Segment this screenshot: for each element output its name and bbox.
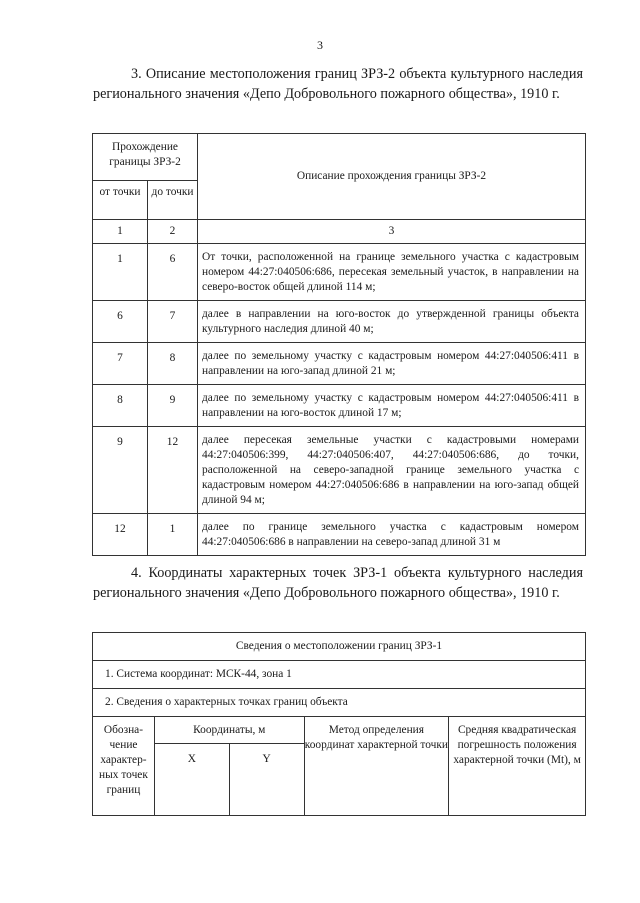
from-point: 6 [93, 301, 148, 343]
boundary-description: далее по земельному участку с кадастровым номером 44:27:040506:411 в направлении на юго-восток длиной 17 м; [198, 385, 586, 427]
boundary-description: От точки, расположенной на границе земельного участка с кадастровым номером 44:27:040506:686, пересекая земельный участок, в направлении на северо-восток общей длиной 114 м; [198, 244, 586, 301]
header-point-designation: Обозна-чение характер-ных точек границ [93, 717, 155, 816]
to-point: 9 [148, 385, 198, 427]
zrz2-boundary-table [92, 133, 586, 556]
header-to-point: до точки [148, 181, 198, 220]
table-row [93, 244, 586, 301]
header-method: Метод определения координат характерной точки [304, 717, 449, 816]
header-description: Описание прохождения границы ЗРЗ-2 [198, 134, 586, 220]
header-mean-error: Средняя квадратическая погрешность положения характерной точки (Mt), м [449, 717, 586, 816]
page-number: 3 [317, 38, 323, 52]
from-point: 9 [93, 427, 148, 514]
column-number: 2 [148, 220, 198, 244]
header-y: Y [229, 744, 304, 816]
to-point: 6 [148, 244, 198, 301]
table-row [93, 427, 586, 514]
boundary-description: далее пересекая земельные участки с кадастровыми номерами 44:27:040506:399, 44:27:040506:407, 44:27:040506:686, до точки, расположенной на северо-западной границе земельного участка с кадастровым номером 44:27:040506:686 в направлении на юго-запад общей длиной 94 м; [198, 427, 586, 514]
from-point: 12 [93, 514, 148, 556]
boundary-description: далее в направлении на юго-восток до утвержденной границы объекта культурного наследия длиной 40 м; [198, 301, 586, 343]
to-point: 1 [148, 514, 198, 556]
zrz1-coordinates-table [92, 632, 586, 816]
boundary-description: далее по границе земельного участка с кадастровым номером 44:27:040506:686 в направлении на северо-запад длиной 31 м [198, 514, 586, 556]
table-row [93, 343, 586, 385]
to-point: 12 [148, 427, 198, 514]
table-row [93, 514, 586, 556]
section-4-heading: 4. Координаты характерных точек ЗРЗ-1 объекта культурного наследия регионального значения «Депо Добровольного пожарного общества», 1910 г. [93, 565, 583, 601]
header-boundary-passage: Прохождение границы ЗРЗ-2 [93, 134, 198, 181]
table-row [93, 301, 586, 343]
from-point: 1 [93, 244, 148, 301]
column-number: 1 [93, 220, 148, 244]
from-point: 8 [93, 385, 148, 427]
table-title: Сведения о местоположении границ ЗРЗ-1 [93, 633, 586, 661]
coordinate-system-row: 1. Система координат: МСК-44, зона 1 [93, 661, 586, 689]
to-point: 8 [148, 343, 198, 385]
from-point: 7 [93, 343, 148, 385]
to-point: 7 [148, 301, 198, 343]
header-x: X [154, 744, 229, 816]
boundary-points-info-row: 2. Сведения о характерных точках границ объекта [93, 689, 586, 717]
header-from-point: от точки [93, 181, 148, 220]
boundary-description: далее по земельному участку с кадастровым номером 44:27:040506:411 в направлении на юго-запад длиной 21 м; [198, 343, 586, 385]
table-row [93, 385, 586, 427]
header-coordinates: Координаты, м [154, 717, 304, 744]
section-3-heading: 3. Описание местоположения границ ЗРЗ-2 объекта культурного наследия регионального значения «Депо Добровольного пожарного общества», 1910 г. [93, 66, 583, 102]
column-number: 3 [198, 220, 586, 244]
